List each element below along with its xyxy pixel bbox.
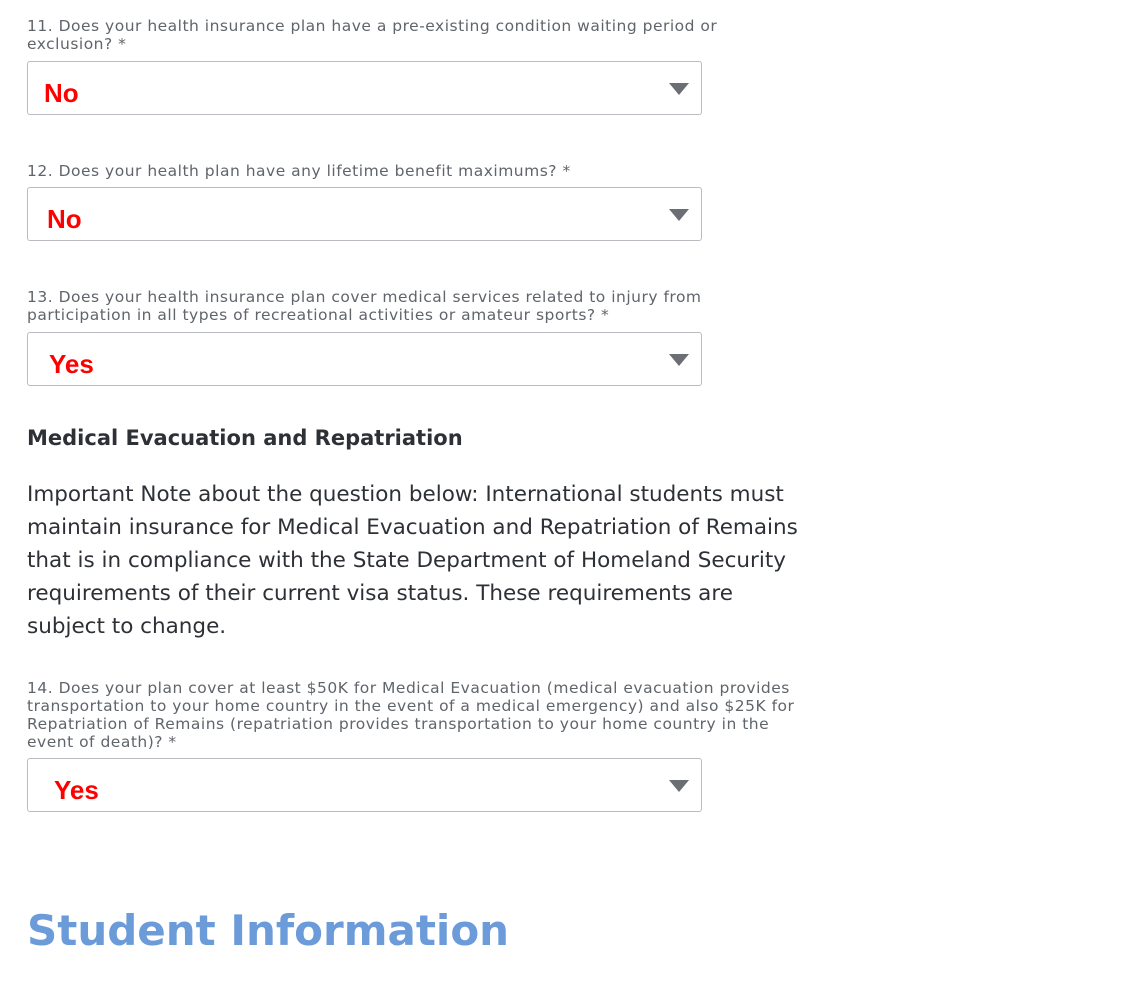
question-12-selected-value: No xyxy=(47,204,82,234)
caret-down-icon xyxy=(669,83,689,95)
question-14-select[interactable] xyxy=(27,758,702,812)
question-14-selected-value: Yes xyxy=(54,775,99,805)
caret-down-icon xyxy=(669,209,689,221)
question-11-selected-value: No xyxy=(44,78,79,108)
question-11-select[interactable] xyxy=(27,61,702,115)
caret-down-icon xyxy=(669,780,689,792)
important-note: Important Note about the question below: International students must maintain insurance for Medical Evacuation and Repatriation of Remains that is in compliance with the State Department of Homeland Security requirements of their current visa status. These requirements are subject to change. xyxy=(27,482,798,639)
question-12-label: 12. Does your health plan have any lifetime benefit maximums? * xyxy=(27,162,571,180)
question-13-label: 13. Does your health insurance plan cover medical services related to injury from participation in all types of recreational activities or amateur sports? * xyxy=(27,288,702,324)
medical-evacuation-heading: Medical Evacuation and Repatriation xyxy=(27,426,463,450)
question-12-select[interactable] xyxy=(27,187,702,241)
question-13-selected-value: Yes xyxy=(49,349,94,379)
caret-down-icon xyxy=(669,354,689,366)
student-information-title: Student Information xyxy=(27,906,510,955)
question-13-select[interactable] xyxy=(27,332,702,386)
question-14-label: 14. Does your plan cover at least $50K for Medical Evacuation (medical evacuation provides transportation to your home country in the event of a medical emergency) and also $25K for Repatriation of Remains (repatriation provides transportation to your home country in the event of death)? * xyxy=(27,679,795,751)
question-11-label: 11. Does your health insurance plan have a pre-existing condition waiting period or exclusion? * xyxy=(27,17,718,53)
